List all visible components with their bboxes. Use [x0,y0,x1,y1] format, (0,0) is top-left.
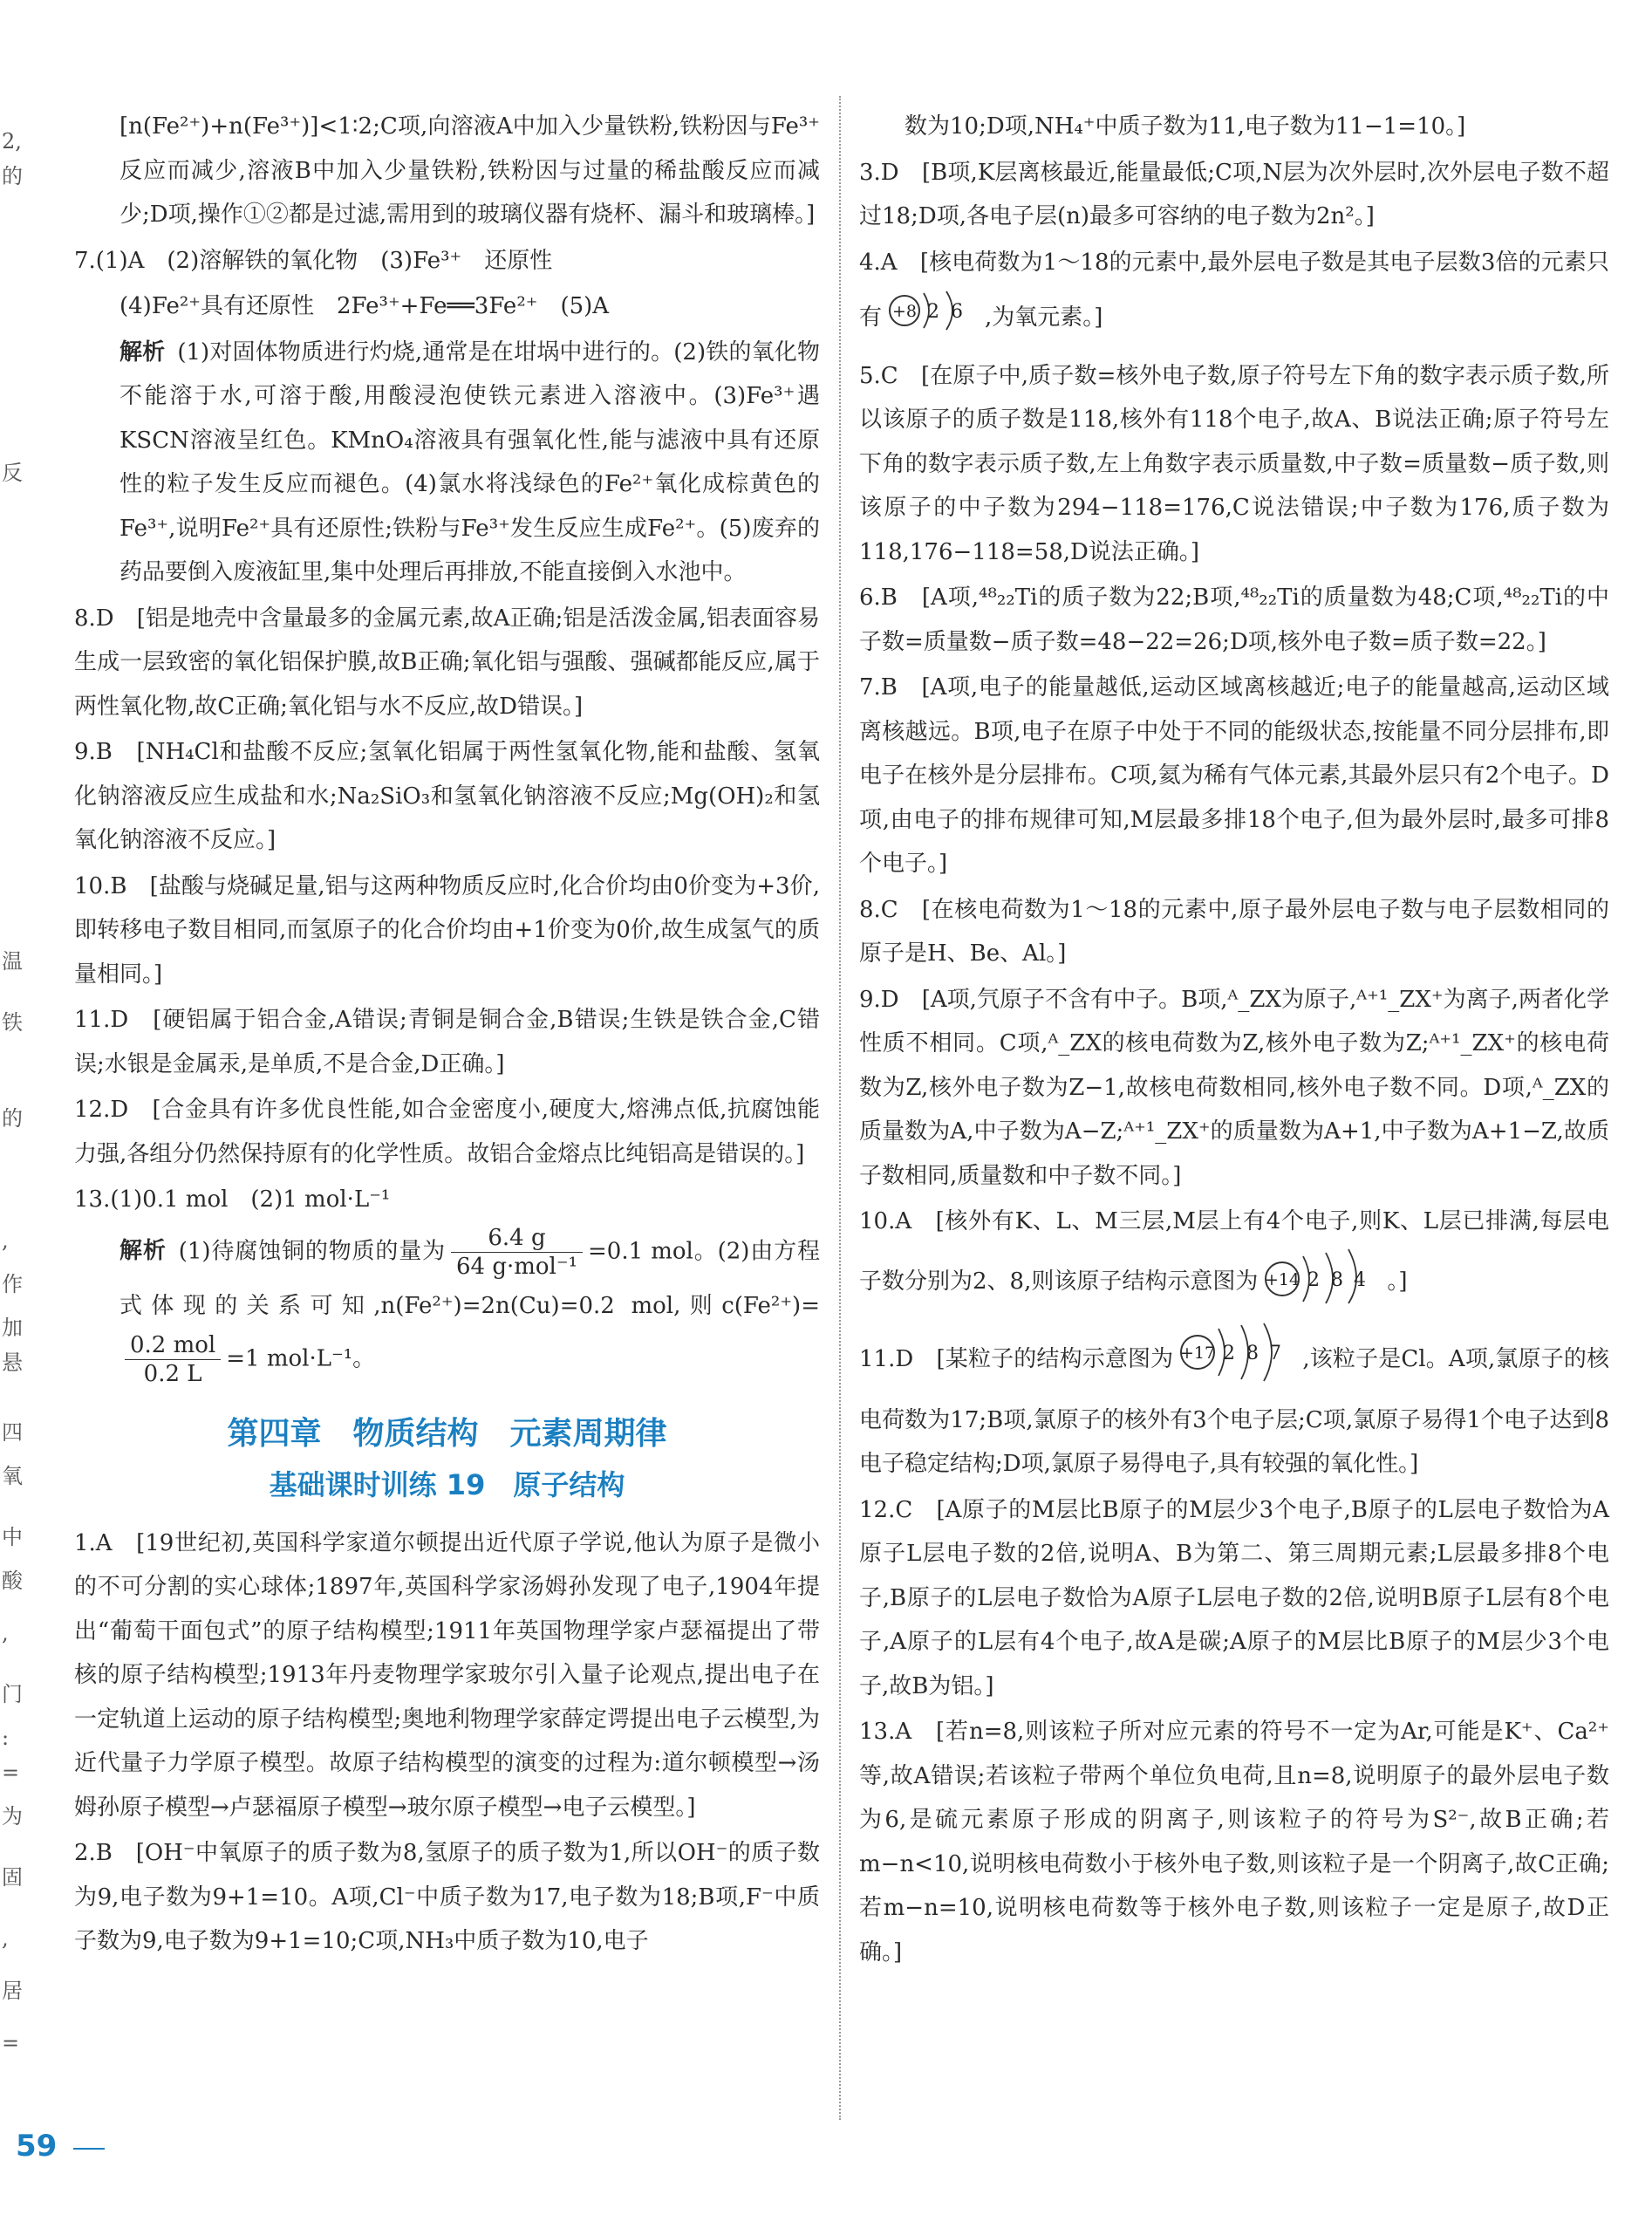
page-number: 59 [16,2129,58,2164]
fraction-denominator: 64 g·mol⁻¹ [455,1253,577,1280]
answer-5: 5.C [在原子中,质子数=核外电子数,原子符号左下角的数字表示质子数,所以该原子的质子数是118,核外有118个电子,故A、B说法正确;原子符号左下角的数字表示质子数,左上角数字表示质量数,中子数=质量数−质子数,则该原子的中子数为294−118=176,C说法错误;中子数为176,质子数为118,176−118=58,D说法正确。] [859,362,1609,565]
answer-7-line2: (4)Fe²⁺具有还原性 2Fe³⁺+Fe══3Fe²⁺ (5)A [119,293,610,319]
answer-7-explanation [74,331,820,595]
answer-13: 13.A [若n=8,则该粒子所对应元素的符号不一定为Ar,可能是K⁺、Ca²⁺等,故A错误;若该粒子带两个单位负电荷,且n=8,说明原子的最外层电子数为6,是硫元素原子形成的阴离子,则该粒子的符号为S²⁻,故B正确;若m−n<10,说明核电荷数小于核外电子数,则该粒子是一个阴离子,故C正确;若m−n=10,说明核电荷数等于核外电子数,则该粒子一定是原子,故D正确。] [859,1719,1609,1966]
shell-1-count: 2 [927,301,940,323]
answer-2: 2.B [OH⁻中氧原子的质子数为8,氢原子的质子数为1,所以OH⁻的质子数为9,电子数为9+1=10。A项,Cl⁻中质子数为17,电子数为18;B项,F⁻中质子数为9,电子数为9+1=10;C项,NH₃中质子数为10,电子 [74,1840,820,1954]
oxygen-atom-diagram [885,284,981,352]
answer-10-text-b: 。] [1387,1268,1408,1295]
margin-fragment: 反 [2,461,23,485]
margin-fragment: 酸 [2,1569,23,1593]
margin-fragment: 铁 [2,1010,23,1035]
margin-fragment: 悬 [2,1350,23,1375]
answer-1: 1.A [19世纪初,英国科学家道尔顿提出近代原子学说,他认为原子是微小的不可分割的实心球体;1897年,英国科学家汤姆孙发现了电子,1904年提出“葡萄干面包式”的原子结构模型;1911年英国物理学家卢瑟福提出了带核的原子结构模型;1913年丹麦物理学家玻尔引入量子论观点,提出电子在一定轨道上运动的原子结构模型;奥地利物理学家薛定谔提出电子云模型,为近代量子力学原子模型。故原子结构模型的演变的过程为:道尔顿模型→汤姆孙原子模型→卢瑟福原子模型→玻尔原子模型→电子云模型。] [74,1529,820,1821]
explanation-label: 解析 [119,1238,167,1264]
answer-12: 12.C [A原子的M层比B原子的M层少3个电子,B原子的L层电子数恰为A原子L层电子数的2倍,说明A、B为第二、第三周期元素;L层最多排8个电子,B原子的L层电子数恰为A原子L层电子数的2倍,说明B原子L层有8个电子,A原子的L层有4个电子,故A是碳;A原子的M层比B原子的M层少3个电子,故B为铝。] [859,1496,1609,1699]
margin-fragment: , [2,1926,9,1951]
margin-fragment: : [2,1726,10,1750]
silicon-atom-diagram [1261,1244,1383,1321]
fraction-denominator: 0.2 L [143,1360,202,1387]
margin-fragment: 的 [2,1106,23,1131]
shell-3-count: 4 [1354,1268,1367,1291]
margin-fragment: = [2,1761,20,1785]
lesson-title: 基础课时训练 19 原子结构 [269,1468,625,1501]
margin-fragment: 温 [2,949,23,974]
answer-7: 7.B [A项,电子的能量越低,运动区域离核越近;电子的能量越高,运动区域离核越远。B项,电子在原子中处于不同的能级状态,按能量不同分层排布,即电子在核外是分层排布。C项,氦为稀有气体元素,其最外层只有2个电子。D项,由电子的排布规律可知,M层最多排18个电子,但为最外层时,最多可排8个电子。] [859,674,1609,877]
answer-4-text-a: 4.A [核电荷数为1～18的元素中,最外层电子数是其电子层数3倍的元素只有 [859,249,1609,331]
margin-fragment: , [2,1228,9,1253]
answer-11 [859,1322,1609,1487]
answer-11-text-a: 11.D [某粒子的结构示意图为 [859,1345,1174,1372]
answer-10: 10.B [盐酸与烧碱足量,铝与这两种物质反应时,化合价均由0价变为+3价,即转移电子数目相同,而氢原子的化合价均由+1价变为0价,故生成氢气的质量相同。] [74,872,820,988]
margin-fragment: 固 [2,1865,23,1890]
answer-9: 9.D [A项,氕原子不含有中子。B项,ᴬ_ZX为原子,ᴬ⁺¹_ZX⁺为离子,两者化学性质不相同。C项,ᴬ_ZX的核电荷数为Z,核外电子数为Z;ᴬ⁺¹_ZX⁺的核电荷数为Z,核外电子数为Z−1,故核电荷数相同,核外电子数不同。D项,ᴬ_ZX的质量数为A,中子数为A−Z;ᴬ⁺¹_ZX⁺的质量数为A+1,中子数为A+1−Z,故质子数相同,质量数和中子数不同。] [859,986,1609,1189]
nucleus-charge: +8 [892,302,918,321]
fraction-numerator: 6.4 g [451,1224,583,1253]
fraction-numerator: 0.2 mol [125,1331,221,1360]
margin-fragment: 2, [2,129,22,154]
answer-8: 8.D [铝是地壳中含量最多的金属元素,故A正确;铝是活泼金属,铝表面容易生成一层致密的氧化铝保护膜,故B正确;氧化铝与强酸、强碱都能反应,属于两性氧化物,故C正确;氧化铝与水不反应,故D错误。] [74,605,820,720]
shell-3-count: 7 [1269,1343,1282,1364]
nucleus-charge: +14 [1265,1269,1300,1289]
chapter-title: 第四章 物质结构 元素周期律 [227,1415,667,1452]
answer-11-text-b: ,该粒子是Cl。A项,氯原子的核电荷数为17;B项,氯原子的核外有3个电子层;C项,氯原子易得1个电子达到8电子稳定结构;D项,氯原子易得电子,具有较强的氧化性。] [859,1345,1610,1477]
explanation-text-a: (1)待腐蚀铜的物质的量为 [178,1238,446,1264]
answer-13-explanation [74,1224,820,1388]
answer-4-text-b: ,为氧元素。] [985,304,1103,331]
margin-fragment: 为 [2,1804,23,1829]
margin-fragment: 门 [2,1682,23,1706]
answer-4 [859,241,1609,352]
answer-7-line1: 7.(1)A (2)溶解铁的氧化物 (3)Fe³⁺ 还原性 [74,247,553,274]
shell-2-count: 8 [1246,1343,1259,1364]
margin-fragment: 作 [2,1272,23,1296]
shell-1-count: 2 [1223,1343,1236,1364]
shell-2-count: 8 [1331,1268,1344,1291]
fraction-concentration [125,1331,221,1388]
shell-2-count: 6 [951,301,964,323]
margin-fragment: 四 [2,1420,23,1445]
answer-10 [859,1200,1609,1320]
answer-6: 6.B [A项,⁴⁸₂₂Ti的质子数为22;B项,⁴⁸₂₂Ti的质量数为48;C项,⁴⁸₂₂Ti的中子数=质量数−质子数=48−22=26;D项,核外电子数=质子数=22。] [859,585,1609,655]
prev-answer-continuation: [n(Fe²⁺)+n(Fe³⁺)]<1∶2;C项,向溶液A中加入少量铁粉,铁粉因与Fe³⁺反应而减少,溶液B中加入少量铁粉,铁粉因与过量的稀盐酸反应而减少;D项,操作①②都是过滤,需用到的玻璃仪器有烧杯、漏斗和玻璃棒。] [119,113,820,228]
margin-fragment: 氧 [2,1464,23,1488]
explanation-text: (1)对固体物质进行灼烧,通常是在坩埚中进行的。(2)铁的氧化物不能溶于水,可溶于酸,用酸浸泡使铁元素进入溶液中。(3)Fe³⁺遇KSCN溶液呈红色。KMnO₄溶液具有强氧化性,能与滤液中具有还原性的粒子发生反应而褪色。(4)氯水将浅绿色的Fe²⁺氧化成棕黄色的Fe³⁺,说明Fe²⁺具有还原性;铁粉与Fe³⁺发生反应生成Fe²⁺。(5)废弃的药品要倒入废液缸里,集中处理后再排放,不能直接倒入水池中。 [119,338,820,585]
answer-2-continuation: 数为10;D项,NH₄⁺中质子数为11,电子数为11−1=10。] [905,113,1466,140]
nucleus-charge: +17 [1180,1343,1216,1363]
margin-fragment: 居 [2,1979,23,2003]
answer-10-text-a: 10.A [核外有K、L、M三层,M层上有4个电子,则K、L层已排满,每层电子数分别为2、8,则该原子结构示意图为 [859,1208,1609,1295]
answer-9: 9.B [NH₄Cl和盐酸不反应;氢氧化铝属于两性氢氧化物,能和盐酸、氢氧化钠溶液反应生成盐和水;Na₂SiO₃和氢氧化钠溶液不反应;Mg(OH)₂和氢氧化钠溶液不反应。] [74,739,820,853]
explanation-text-b: =0.1 mol。(2)由方程式体现的关系可知,n(Fe²⁺)=2n(Cu)=0.2 mol,则c(Fe²⁺)= [119,1238,820,1319]
page-number-rule [73,2148,105,2150]
right-column [859,105,1609,1976]
margin-fragment: = [2,2031,20,2055]
explanation-text-c: =1 mol·L⁻¹。 [226,1345,376,1371]
margin-fragment: , [2,1621,9,1645]
answer-11: 11.D [硬铝属于铝合金,A错误;青铜是铜合金,B错误;生铁是铁合金,C错误;水银是金属汞,是单质,不是合金,D正确。] [74,1007,820,1077]
explanation-label: 解析 [119,338,166,366]
margin-fragment: 加 [2,1316,23,1340]
answer-13: 13.(1)0.1 mol (2)1 mol·L⁻¹ [74,1186,391,1213]
fraction-moles [451,1224,583,1281]
left-column [74,105,820,1966]
chlorine-ion-diagram [1177,1322,1299,1398]
answer-8: 8.C [在核电荷数为1～18的元素中,原子最外层电子数与电子层数相同的原子是H、Be、Al。] [859,896,1609,967]
answer-12: 12.D [合金具有许多优良性能,如合金密度小,硬度大,熔沸点低,抗腐蚀能力强,各组分仍然保持原有的化学性质。故铝合金熔点比纯铝高是错误的。] [74,1097,820,1167]
answer-3: 3.D [B项,K层离核最近,能量最低;C项,N层为次外层时,次外层电子数不超过18;D项,各电子层(n)最多可容纳的电子数为2n²。] [859,159,1609,229]
margin-fragment: 的 [2,164,23,188]
margin-fragment: 中 [2,1525,23,1549]
shell-1-count: 2 [1307,1268,1321,1291]
column-divider [839,96,841,2120]
